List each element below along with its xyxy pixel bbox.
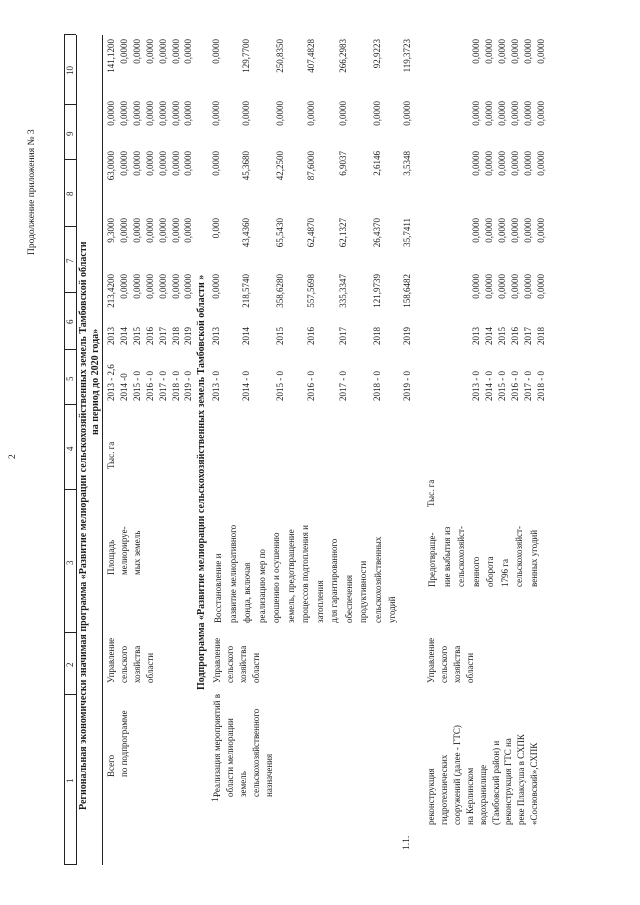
row1-number: 1. xyxy=(211,794,221,802)
row1-year-2019: 2019 xyxy=(402,327,412,345)
row1-c6-2013: 0,0000 xyxy=(211,274,221,299)
row11-col8: 0,0000 0,0000 0,0000 0,0000 0,0000 0,0000 xyxy=(471,151,546,176)
row1-c6-2014: 218,5740 xyxy=(241,274,251,308)
row1-c9-2019: 0,0000 xyxy=(402,101,412,126)
col-header-6: 6 xyxy=(65,319,75,324)
row1-c7-2013: 0,000 xyxy=(211,218,221,239)
row1-c9-2018: 0,0000 xyxy=(372,101,382,126)
row1-c7-2019: 35,7411 xyxy=(402,218,412,247)
row1-plan-2019: 2019 - 0 xyxy=(402,371,412,401)
row1-c8-2019: 3,5348 xyxy=(402,151,412,176)
col-border-11 xyxy=(64,34,76,35)
row1-c6-2019: 158,6482 xyxy=(402,274,412,308)
appendix-note: Продолжение приложения № 3 xyxy=(27,129,37,255)
col-border-1 xyxy=(64,864,76,865)
row1-c8-2015: 42,2500 xyxy=(275,151,285,181)
row1-year-2018: 2018 xyxy=(372,327,382,345)
row1-plan-2015: 2015 - 0 xyxy=(275,371,285,401)
row1-c8-2016: 87,6000 xyxy=(306,151,316,181)
row1-indicator: Восстановление и развитие мелиоративного фонда, включая реализацию мер по орошению и осушению земель, предотвращение процессов подтопления и затопления для гарантированного обеспечения продуктивности сельскохозяйственных угодий xyxy=(213,524,397,623)
col-border-9 xyxy=(64,159,76,160)
row1-c7-2014: 43,4360 xyxy=(241,218,251,248)
col-border-5 xyxy=(64,404,76,405)
row1-plan-2014: 2014 - 0 xyxy=(241,371,251,401)
row1-c7-2016: 62,4870 xyxy=(306,218,316,248)
row1-c8-2018: 2,6146 xyxy=(372,151,382,176)
col-header-9: 9 xyxy=(65,131,75,136)
col-border-8 xyxy=(64,226,76,227)
row1-executor: Управление сельского хозяйства области xyxy=(212,637,261,683)
row1-c10-2016: 407,4828 xyxy=(306,39,316,73)
col-header-8: 8 xyxy=(65,191,75,196)
row1-year-2015: 2015 xyxy=(275,327,285,345)
row11-col10: 0,0000 0,0000 0,0000 0,0000 0,0000 0,0000 xyxy=(471,39,546,64)
total-col8: 63,0000 0,0000 0,0000 0,0000 0,0000 0,0000 0,0000 xyxy=(106,151,194,181)
row1-c10-2014: 129,7700 xyxy=(241,39,251,73)
col-border-3 xyxy=(64,632,76,633)
row1-c10-2018: 92,9223 xyxy=(372,39,382,69)
header-row-border xyxy=(76,35,77,865)
row1-c9-2015: 0,0000 xyxy=(275,101,285,126)
row1-c6-2015: 358,6280 xyxy=(275,274,285,308)
total-years: 2013 2014 2015 2016 2017 2018 2019 xyxy=(106,327,194,345)
col-header-2: 2 xyxy=(65,662,75,667)
row1-plan-2016: 2016 - 0 xyxy=(306,371,316,401)
program-title-line2: на период до 2020 года» xyxy=(90,328,101,435)
row1-c6-2016: 557,5698 xyxy=(306,274,316,308)
col-header-3: 3 xyxy=(65,560,75,565)
row11-unit: Тыс. га xyxy=(426,479,436,507)
total-col7: 9,3000 0,0000 0,0000 0,0000 0,0000 0,0000 0,0000 xyxy=(106,218,194,243)
row1-c8-2017: 6,9037 xyxy=(338,151,348,176)
col-border-4 xyxy=(64,489,76,490)
row11-col7: 0,0000 0,0000 0,0000 0,0000 0,0000 0,0000 xyxy=(471,218,546,243)
row1-c7-2017: 62,1327 xyxy=(338,218,348,248)
row1-plan-2018: 2018 - 0 xyxy=(372,371,382,401)
row1-c10-2013: 0,0000 xyxy=(211,39,221,64)
row1-c9-2013: 0,0000 xyxy=(211,101,221,126)
row1-name: Реализация мероприятий в области мелиорации земель сельскохозяйственного назначения xyxy=(212,694,274,797)
total-executor: Управление сельского хозяйства области xyxy=(106,637,155,683)
total-unit: Тыс. га xyxy=(106,441,116,469)
col-header-4: 4 xyxy=(65,446,75,451)
row1-c6-2018: 121,9739 xyxy=(372,274,382,308)
row11-number: 1.1. xyxy=(402,835,412,850)
program-title-line1: Региональная экономически значимая программа «Развитие мелиорации сельскохозяйственных земель Тамбовской области xyxy=(78,241,89,810)
col-header-10: 10 xyxy=(65,66,75,75)
total-col9: 0,0000 0,0000 0,0000 0,0000 0,0000 0,0000 0,0000 xyxy=(106,101,194,126)
col-border-6 xyxy=(64,349,76,350)
total-indicator: Площадь мелиорируе- мых земель xyxy=(106,526,142,575)
total-col10: 141,1200 0,0000 0,0000 0,0000 0,0000 0,0000 0,0000 xyxy=(106,39,194,73)
col-border-7 xyxy=(64,292,76,293)
row1-c8-2014: 45,3680 xyxy=(241,151,251,181)
page-number: 2 xyxy=(8,454,18,459)
row11-name: реконструкция гидротехнических сооружений (далее - ГТС) на Керлинском водохранилище (Тамбовский район) и реконструкция ГТС на реке Плаксуша в СХПК «Сосновский»,СХПК xyxy=(426,725,540,825)
total-name: Всего по подпрограмме xyxy=(106,710,129,777)
col-header-5: 5 xyxy=(65,376,75,381)
subprogram-title: Подпрограмма «Развитие мелиорации сельскохозяйственных земель Тамбовской области » xyxy=(196,274,207,690)
row1-year-2017: 2017 xyxy=(338,327,348,345)
col-border-10 xyxy=(64,104,76,105)
row1-c7-2015: 65,5430 xyxy=(275,218,285,248)
row1-c9-2017: 0,0000 xyxy=(338,101,348,126)
row11-plan: 2013 - 0 2014 - 0 2015 - 0 2016 - 0 2017 - 0 2018 - 0 xyxy=(471,371,546,401)
total-col6: 213,4200 0,0000 0,0000 0,0000 0,0000 0,0000 0,0000 xyxy=(106,274,194,308)
row11-executor: Управление сельского хозяйства области xyxy=(426,637,475,683)
row1-year-2016: 2016 xyxy=(306,327,316,345)
total-plan: 2013 - 2,6 2014 -0 2015 - 0 2016 - 0 2017 - 0 2018 - 0 2019 - 0 xyxy=(106,364,194,401)
row1-c10-2017: 266,2983 xyxy=(338,39,348,73)
row1-c10-2019: 119,3723 xyxy=(402,39,412,73)
row11-years: 2013 2014 2015 2016 2017 2018 xyxy=(471,327,546,345)
row1-c9-2014: 0,0000 xyxy=(241,101,251,126)
row1-year-2014: 2014 xyxy=(241,327,251,345)
row1-c8-2013: 0,0000 xyxy=(211,151,221,176)
row1-c6-2017: 335,3347 xyxy=(338,274,348,308)
row1-plan-2017: 2017 - 0 xyxy=(338,371,348,401)
row11-col9: 0,0000 0,0000 0,0000 0,0000 0,0000 0,0000 xyxy=(471,101,546,126)
row11-indicator: Предотвраще- ние выбытия из сельскохозяйст- венного оборота 1796 га сельскохозяйст- венных угодий xyxy=(427,526,539,587)
row1-c10-2015: 250,8350 xyxy=(275,39,285,73)
col-header-7: 7 xyxy=(65,258,75,263)
row1-plan-2013: 2013 - 0 xyxy=(211,371,221,401)
row1-c7-2018: 26,4370 xyxy=(372,218,382,248)
col-border-2 xyxy=(64,694,76,695)
row1-year-2013: 2013 xyxy=(211,327,221,345)
title-row-border xyxy=(102,35,103,865)
row11-col6: 0,0000 0,0000 0,0000 0,0000 0,0000 0,0000 xyxy=(471,274,546,299)
row1-c9-2016: 0,0000 xyxy=(306,101,316,126)
col-header-1: 1 xyxy=(65,778,75,783)
